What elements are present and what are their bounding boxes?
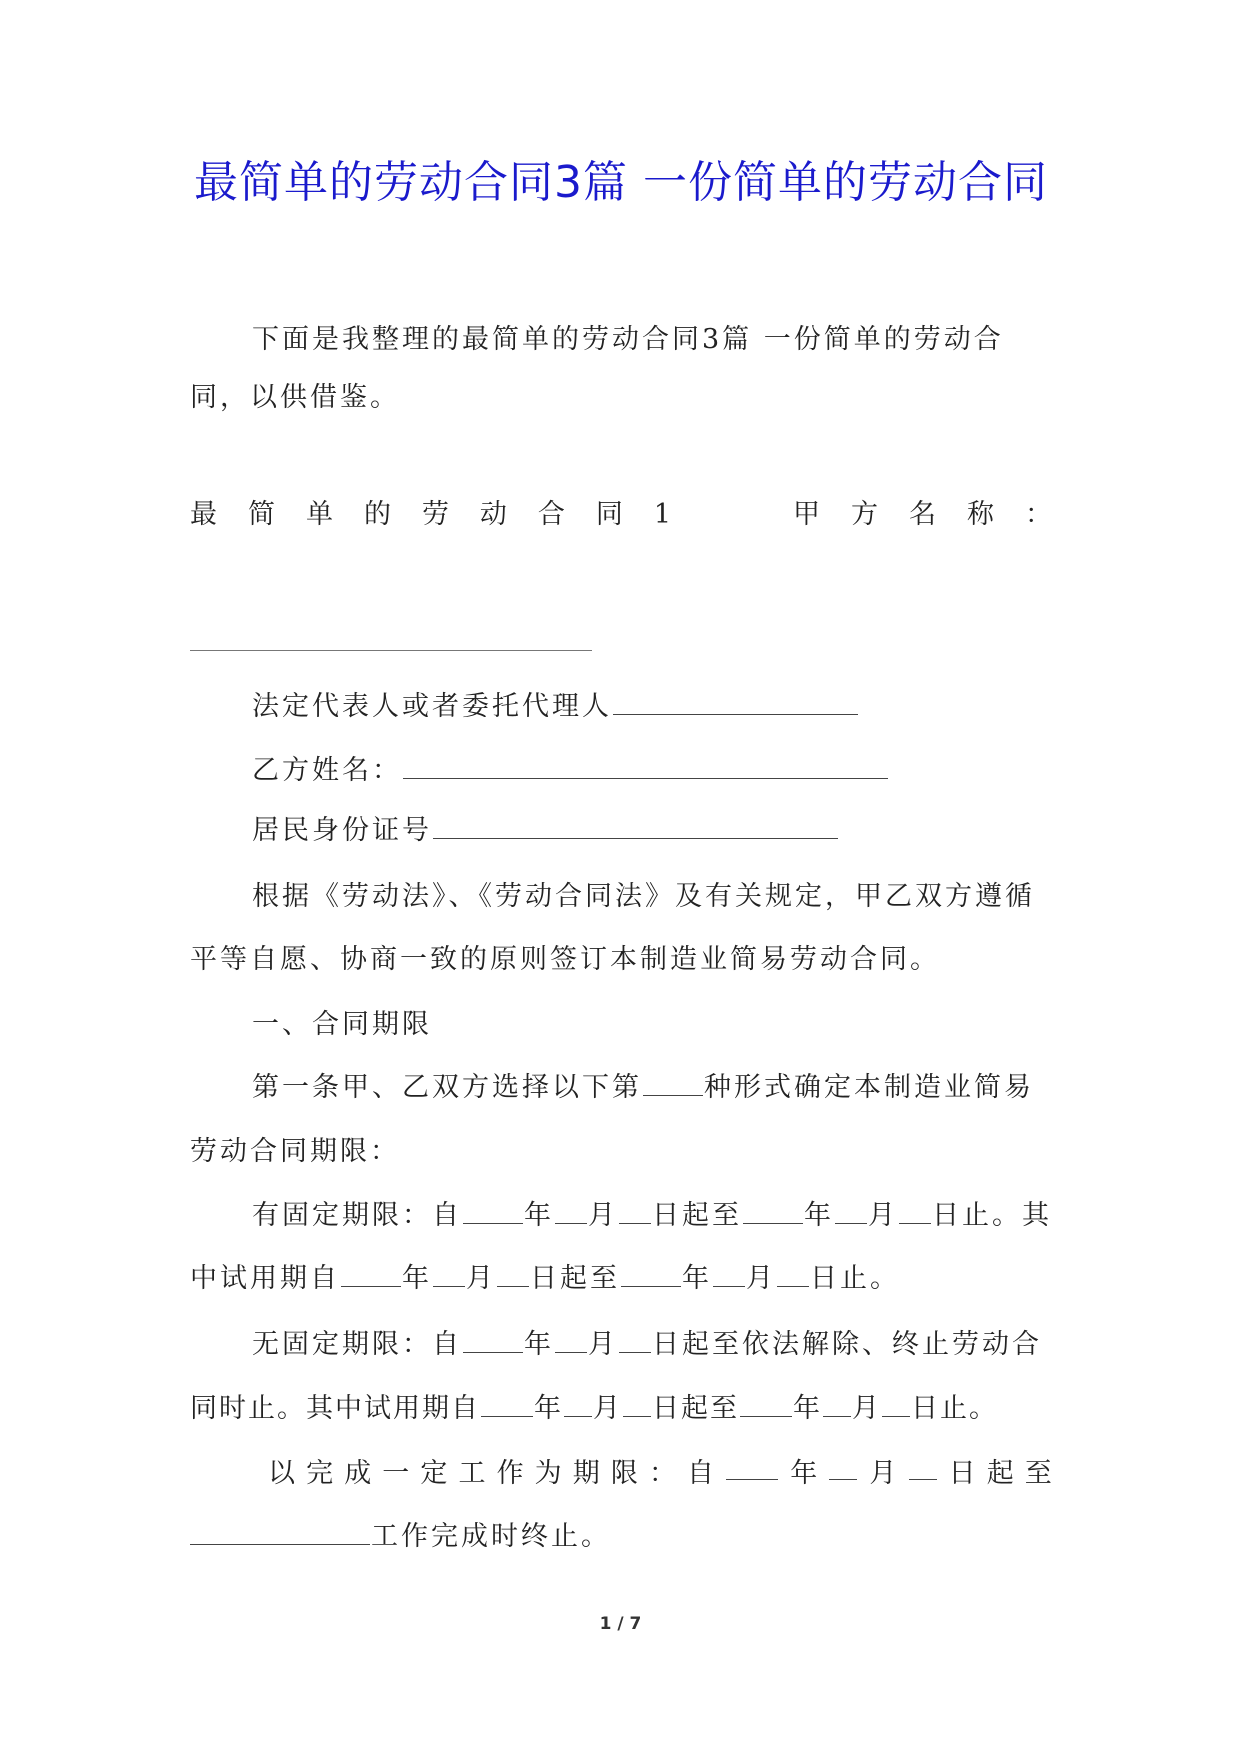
article-1-line-2: 劳动合同期限：	[190, 1136, 400, 1167]
zhi-text: 至	[1024, 1458, 1052, 1489]
heading-char: 最	[190, 499, 217, 530]
representative-blank	[613, 692, 858, 715]
contract-heading	[190, 498, 1052, 532]
heading-gap	[702, 498, 762, 532]
heading-char: 单	[305, 499, 333, 530]
day-blank	[882, 1394, 910, 1417]
basis-line-1: 根据《劳动法》、《劳动合同法》及有关规定，甲乙双方遵循	[252, 881, 1035, 912]
year-text: 年	[534, 1393, 563, 1424]
task-char: ：	[648, 1458, 676, 1489]
representative-line	[190, 690, 1052, 724]
day-end-text: 日止。	[911, 1393, 998, 1424]
task-char: 期	[572, 1458, 600, 1489]
month-blank	[823, 1394, 851, 1417]
year-text: 年	[682, 1263, 712, 1294]
task-char: 自	[687, 1458, 715, 1489]
month-text: 月	[868, 1200, 898, 1231]
party-b-label: 乙方姓名：	[252, 755, 402, 786]
task-char: 定	[420, 1458, 448, 1489]
year-blank	[621, 1264, 681, 1287]
year-blank	[341, 1264, 401, 1287]
open-term-label: 无固定期限：自	[252, 1329, 462, 1360]
year-blank	[481, 1394, 533, 1417]
day-blank	[497, 1264, 529, 1287]
intro-line-2: 同，以供借鉴。	[190, 382, 400, 413]
day-blank	[899, 1201, 931, 1224]
task-char: 为	[534, 1458, 562, 1489]
day-end-text: 日止。	[810, 1263, 900, 1294]
year-text: 年	[524, 1329, 554, 1360]
party-b-line	[190, 754, 1052, 788]
task-char: 完	[306, 1458, 334, 1489]
task-char: 以	[268, 1458, 295, 1489]
representative-label: 法定代表人或者委托代理人	[252, 691, 612, 722]
month-blank	[555, 1330, 587, 1353]
fixed-term-line-1	[190, 1199, 1052, 1233]
heading-char: 同	[595, 499, 623, 530]
day-blank	[619, 1330, 651, 1353]
task-char: 一	[382, 1458, 410, 1489]
party-a-name-blank	[190, 650, 592, 651]
section-heading: 一、合同期限	[252, 1009, 432, 1040]
day-blank	[619, 1201, 651, 1224]
task-term-line-1	[190, 1457, 1052, 1491]
year-text: 年	[524, 1200, 554, 1231]
year-text: 年	[804, 1200, 834, 1231]
month-blank	[555, 1201, 587, 1224]
open-term-line-2	[190, 1392, 1052, 1426]
year-blank	[463, 1201, 523, 1224]
day-start-text: 日起至	[652, 1200, 742, 1231]
open-term-text: 日起至依法解除、终止劳动合	[652, 1329, 1042, 1360]
task-end-text: 工作完成时终止。	[371, 1521, 611, 1552]
month-blank	[564, 1394, 592, 1417]
day-blank	[777, 1264, 809, 1287]
heading-char: 甲	[793, 499, 821, 530]
month-text: 月	[593, 1393, 622, 1424]
heading-char: 1	[653, 499, 672, 530]
day-text: 日	[948, 1458, 976, 1489]
month-text: 月	[746, 1263, 776, 1294]
form-blank	[643, 1073, 703, 1096]
basis-line-2: 平等自愿、协商一致的原则签订本制造业简易劳动合同。	[190, 944, 940, 975]
task-char: 作	[496, 1458, 524, 1489]
year-text: 年	[790, 1458, 818, 1489]
day-start-text: 日起至	[652, 1393, 739, 1424]
document-title: 最简单的劳动合同3篇 一份简单的劳动合同	[194, 157, 1048, 208]
task-char: 限	[610, 1458, 638, 1489]
day-blank	[909, 1457, 937, 1480]
month-text: 月	[466, 1263, 496, 1294]
id-line	[190, 814, 1052, 848]
intro-line-1: 下面是我整理的最简单的劳动合同3篇 一份简单的劳动合	[252, 324, 1004, 355]
id-label: 居民身份证号	[252, 815, 432, 846]
heading-char: 简	[247, 499, 275, 530]
heading-char: 名	[909, 499, 936, 530]
day-blank	[623, 1394, 651, 1417]
heading-char: 的	[363, 499, 391, 530]
day-end-text: 日止。	[932, 1200, 1022, 1231]
task-blank	[190, 1522, 370, 1545]
article-1-text: 第一条甲、乙双方选择以下第	[252, 1072, 642, 1103]
year-text: 年	[402, 1263, 432, 1294]
trial-label: 同时止。其中试用期自	[190, 1393, 480, 1424]
year-blank	[463, 1330, 523, 1353]
trial-label: 中试用期自	[190, 1263, 340, 1294]
month-blank	[829, 1457, 857, 1480]
month-text: 月	[852, 1393, 881, 1424]
year-blank	[743, 1201, 803, 1224]
year-blank	[726, 1457, 778, 1480]
article-1-line-1	[190, 1071, 1052, 1105]
fixed-term-line-2	[190, 1262, 1052, 1296]
year-text: 年	[793, 1393, 822, 1424]
day-start-text: 日起至	[530, 1263, 620, 1294]
task-term-line-2	[190, 1520, 1052, 1554]
heading-char: 方	[851, 499, 879, 530]
heading-char: 称	[966, 499, 994, 530]
article-1-text: 种形式确定本制造业简易	[704, 1072, 1034, 1103]
month-blank	[433, 1264, 465, 1287]
fixed-term-label: 有固定期限：自	[252, 1200, 462, 1231]
tail-text: 其	[1022, 1200, 1052, 1231]
month-blank	[835, 1201, 867, 1224]
year-blank	[740, 1394, 792, 1417]
heading-char: 动	[479, 499, 507, 530]
party-b-blank	[403, 756, 888, 779]
task-char: 成	[344, 1458, 372, 1489]
page-number: 1 / 7	[599, 1614, 642, 1634]
month-text: 月	[588, 1329, 618, 1360]
heading-char: ：	[1024, 499, 1052, 530]
open-term-line-1	[190, 1328, 1052, 1362]
month-text: 月	[869, 1458, 897, 1489]
task-char: 工	[458, 1458, 486, 1489]
qi-text: 起	[986, 1458, 1014, 1489]
month-text: 月	[588, 1200, 618, 1231]
month-blank	[713, 1264, 745, 1287]
id-blank	[433, 816, 838, 839]
heading-char: 合	[537, 499, 565, 530]
heading-char: 劳	[421, 499, 449, 530]
